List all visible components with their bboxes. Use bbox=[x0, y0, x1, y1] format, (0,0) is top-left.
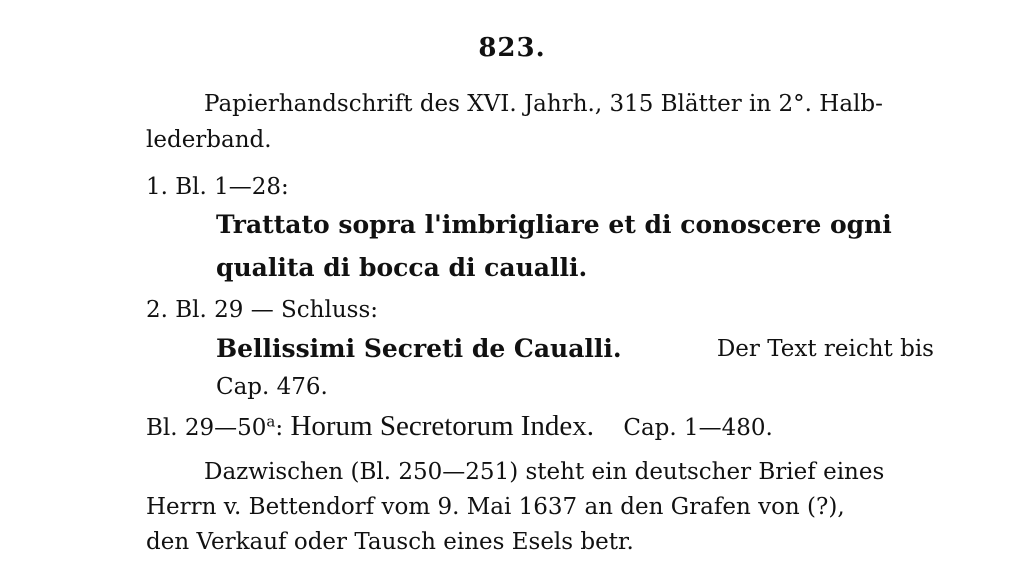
index-range: Bl. 29—50 bbox=[146, 415, 267, 441]
closing-line-3: den Verkauf oder Tausch eines Esels betr. bbox=[146, 529, 634, 555]
index-title: Horum Secretorum Index. bbox=[290, 410, 595, 442]
closing-line-2: Herrn v. Bettendorf vom 9. Mai 1637 an den Grafen von (?), bbox=[146, 494, 845, 520]
description-line-1: Papierhandschrift des XVI. Jahrh., 315 Blätter in 2°. Halb- bbox=[204, 91, 883, 117]
entry-2-heading: 2. Bl. 29 — Schluss: bbox=[146, 297, 378, 323]
entry-2-title: Bellissimi Secreti de Caualli. bbox=[216, 334, 622, 363]
index-caps: Cap. 1—480. bbox=[623, 415, 773, 441]
entry-2-note-line-1: Der Text reicht bis bbox=[716, 336, 934, 362]
entry-1-title-line-1: Trattato sopra l'imbrigliare et di conoscere ogni bbox=[216, 210, 892, 239]
entry-2-note-line-2: Cap. 476. bbox=[216, 374, 328, 400]
entry-2-title-row bbox=[216, 334, 934, 364]
index-line bbox=[146, 411, 773, 443]
entry-1-heading: 1. Bl. 1—28: bbox=[146, 174, 289, 200]
entry-1-title-line-2: qualita di bocca di caualli. bbox=[216, 253, 588, 282]
catalog-number: 823. bbox=[478, 33, 546, 63]
index-colon: : bbox=[275, 415, 284, 441]
index-superscript: a bbox=[266, 412, 276, 431]
closing-line-1: Dazwischen (Bl. 250—251) steht ein deutscher Brief eines bbox=[204, 459, 885, 485]
description-line-2: lederband. bbox=[146, 127, 272, 153]
